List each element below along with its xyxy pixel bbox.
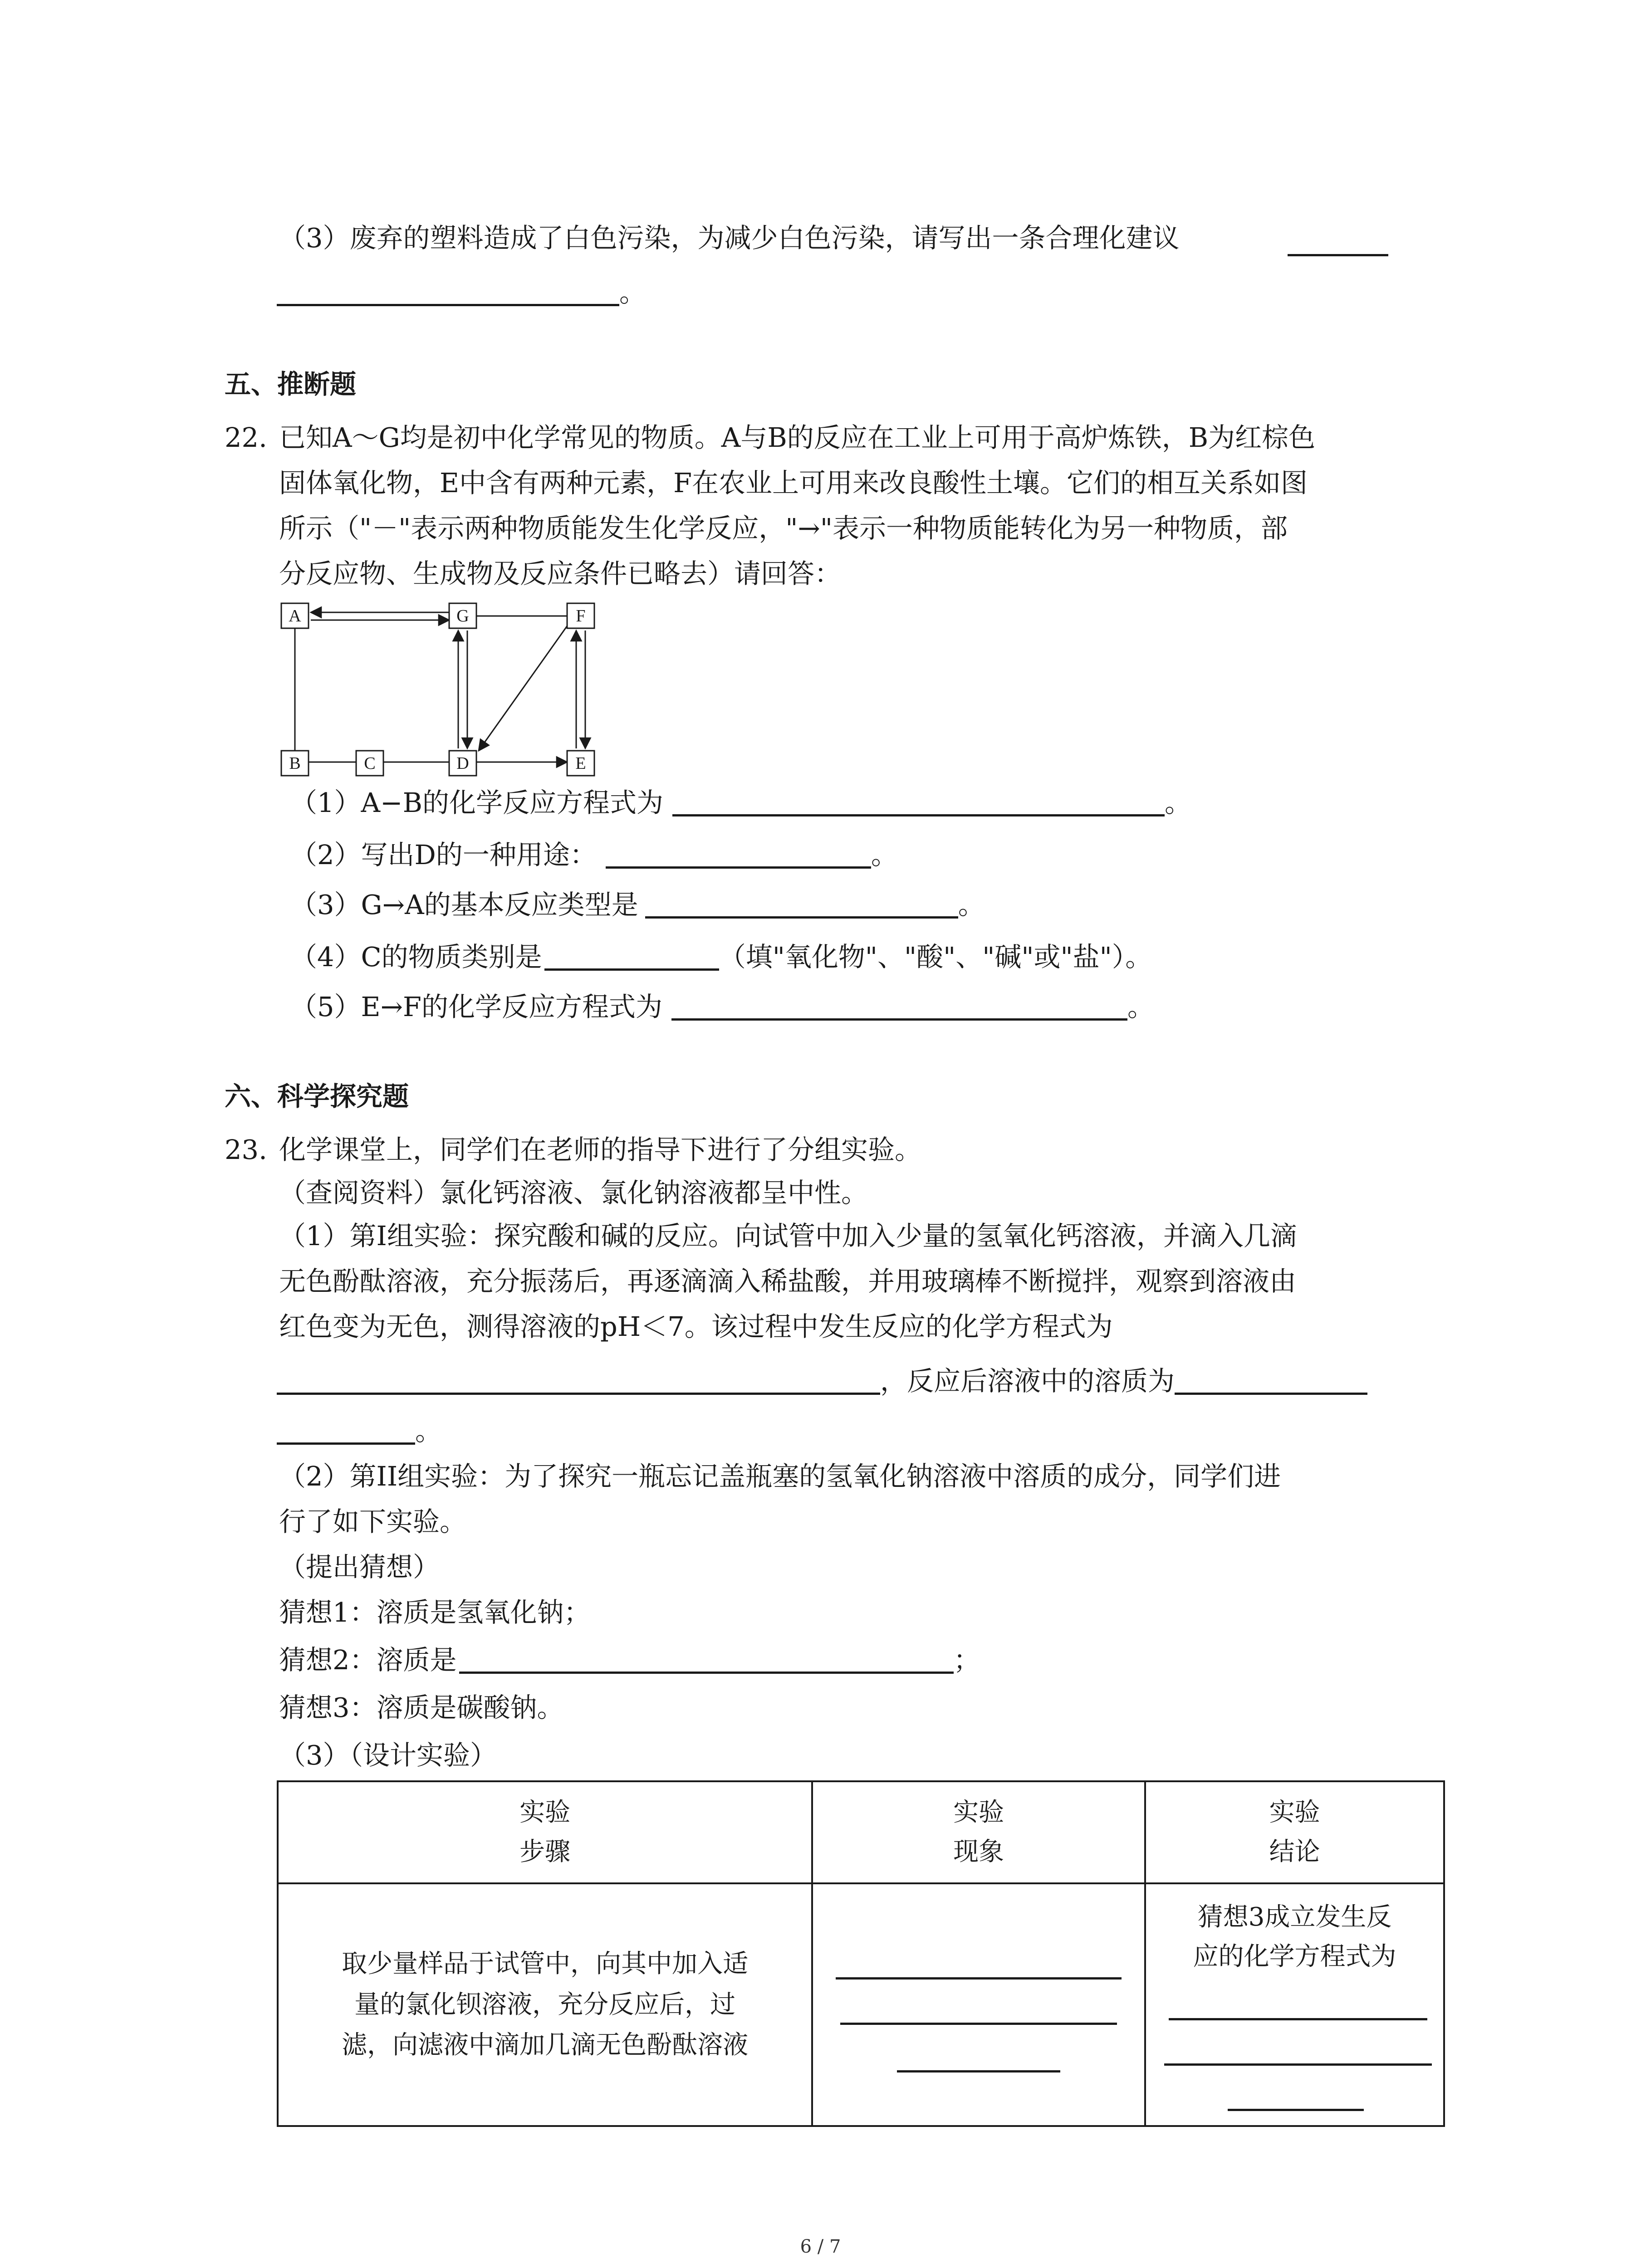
- q23-part1-line1: （1）第I组实验：探究酸和碱的反应。向试管中加入少量的氢氧化钙溶液，并滴入几滴: [279, 1220, 1297, 1251]
- q22-sub4-blank[interactable]: [544, 946, 719, 971]
- node-f-label: F: [576, 606, 586, 626]
- experiment-table: [277, 1780, 1445, 2127]
- q23-part1-line4: ，反应后溶液中的溶质为: [277, 1368, 1367, 1395]
- q23-part3: （3）（设计实验）: [279, 1740, 497, 1771]
- q23-equation-blank[interactable]: [277, 1370, 880, 1395]
- node-g-label: G: [456, 606, 469, 626]
- node-c-label: C: [364, 754, 376, 773]
- q22-intro-2: 固体氧化物，E中含有两种元素，F在农业上可用来改良酸性土壤。它们的相互关系如图: [279, 467, 1308, 499]
- q23-part2-line2: 行了如下实验。: [279, 1506, 467, 1537]
- cell-step: 取少量样品于试管中，向其中加入适 量的氯化钡溶液，充分反应后，过 滤，向滤液中滴加几滴无色酚酞溶液: [278, 1883, 812, 2126]
- conclusion-blank-3[interactable]: [1228, 2109, 1364, 2111]
- node-e-label: E: [575, 754, 586, 773]
- q23-solute-blank-b[interactable]: [277, 1420, 415, 1445]
- q23-number: 23.: [225, 1134, 267, 1165]
- q22-sub4: （4）C的物质类别是 （填"氧化物"、"酸"、"碱"或"盐"）。: [290, 941, 1152, 973]
- q23-part1-line2: 无色酚酞溶液，充分振荡后，再逐滴滴入稀盐酸，并用玻璃棒不断搅拌，观察到溶液由: [279, 1266, 1297, 1297]
- node-d-label: D: [456, 754, 469, 773]
- table-header-row: [278, 1781, 1444, 1883]
- phenomenon-blank-3[interactable]: [897, 2070, 1060, 2072]
- relationship-diagram: [272, 594, 626, 785]
- q23-guess3: 猜想3：溶质是碳酸钠。: [279, 1692, 564, 1723]
- phenomenon-blank-2[interactable]: [840, 2023, 1117, 2025]
- q23-part2-line1: （2）第II组实验：为了探究一瓶忘记盖瓶塞的氢氧化钠溶液中溶质的成分，同学们进: [279, 1461, 1281, 1492]
- arrow-f-d: [479, 626, 567, 751]
- phenomenon-blank-1[interactable]: [836, 1977, 1122, 1980]
- q21-part3-text: （3）废弃的塑料造成了白色污染，为减少白色污染，请写出一条合理化建议: [279, 222, 1180, 254]
- q22-number: 22.: [225, 422, 267, 453]
- conclusion-blank-2[interactable]: [1164, 2063, 1432, 2066]
- q22-intro-1: 已知A～G均是初中化学常见的物质。A与B的反应在工业上可用于高炉炼铁，B为红棕色: [279, 422, 1316, 453]
- page-number: 6 / 7: [800, 2236, 841, 2257]
- q23-resource: （查阅资料）氯化钙溶液、氯化钠溶液都呈中性。: [279, 1177, 868, 1208]
- section-5-title: 五、推断题: [225, 369, 357, 400]
- cell-conclusion: 猜想3成立发生反 应的化学方程式为: [1145, 1883, 1444, 2126]
- q23-part1-line3: 红色变为无色，测得溶液的pH＜7。该过程中发生反应的化学方程式为: [279, 1311, 1113, 1342]
- q22-sub3: （3）G→A的基本反应类型是 。: [290, 889, 985, 920]
- conclusion-blank-1[interactable]: [1169, 2018, 1427, 2020]
- q22-intro-3: 所示（"－"表示两种物质能发生化学反应，"→"表示一种物质能转化为另一种物质，部: [279, 513, 1288, 544]
- q22-sub2-blank[interactable]: [606, 844, 871, 869]
- q23-guess2: 猜想2：溶质是 ；: [279, 1644, 980, 1676]
- q23-solute-blank-a[interactable]: [1175, 1370, 1367, 1395]
- q23-guess1: 猜想1：溶质是氢氧化钠；: [279, 1597, 591, 1628]
- q21-part3-blank-b[interactable]: [277, 281, 619, 306]
- cell-phenomenon: [812, 1883, 1145, 2126]
- table-row: [278, 1883, 1444, 2126]
- q22-intro-4: 分反应物、生成物及反应条件已略去）请回答：: [279, 558, 842, 589]
- q22-sub1-blank[interactable]: [672, 792, 1165, 816]
- q23-part1-line5: 。: [277, 1418, 442, 1445]
- q21-part3-blank-a[interactable]: [1288, 254, 1388, 256]
- q22-sub5: （5）E→F的化学反应方程式为 。: [290, 991, 1154, 1022]
- node-b-label: B: [289, 754, 301, 773]
- header-phenomenon: 实验 现象: [812, 1781, 1145, 1883]
- q23-guess2-blank[interactable]: [459, 1649, 954, 1674]
- q22-sub2: （2）写出D的一种用途： 。: [290, 839, 898, 870]
- q23-hypothesis-title: （提出猜想）: [279, 1551, 440, 1583]
- header-step: 实验 步骤: [278, 1781, 812, 1883]
- section-6-title: 六、科学探究题: [225, 1081, 409, 1112]
- q21-part3-line2: 。: [277, 279, 646, 306]
- q22-sub3-blank[interactable]: [645, 894, 958, 919]
- q22-sub1: （1）A−B的化学反应方程式为 。: [290, 787, 1191, 818]
- header-conclusion: 实验 结论: [1145, 1781, 1444, 1883]
- q23-intro: 化学课堂上，同学们在老师的指导下进行了分组实验。: [279, 1134, 922, 1165]
- node-a-label: A: [289, 606, 301, 626]
- q22-sub5-blank[interactable]: [671, 996, 1127, 1021]
